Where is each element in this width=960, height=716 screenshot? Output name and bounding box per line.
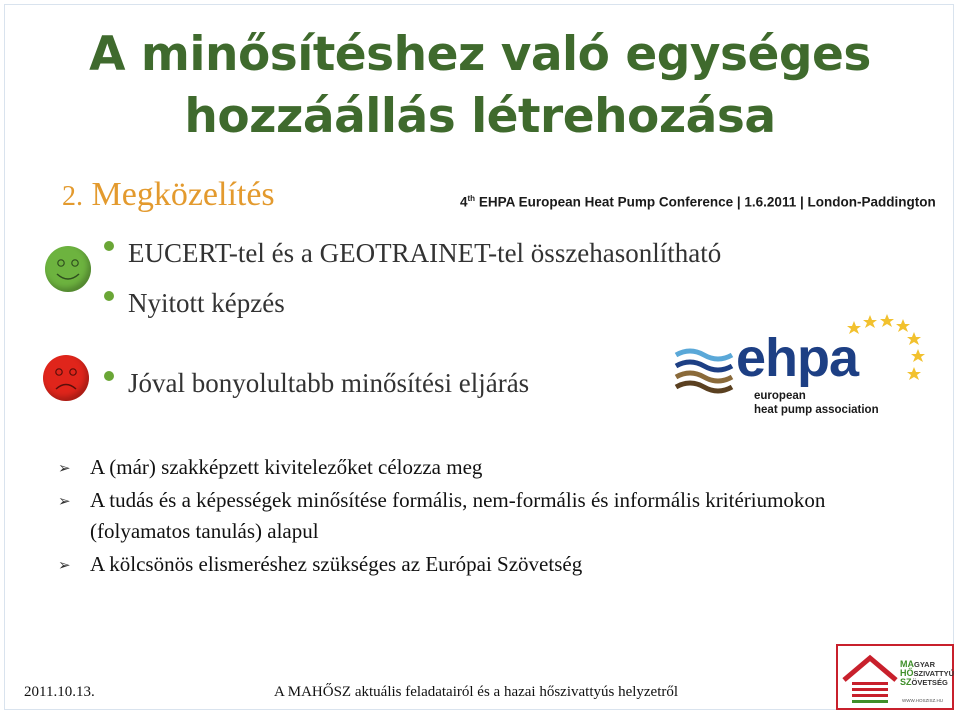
arrow-point-list [58,452,878,582]
mahosz-rest-1: GYAR [914,660,935,669]
title-line-2: hozzáállás létrehozása [184,89,776,144]
mahosz-logo [836,644,954,710]
mahosz-rest-2: SZIVATTYÚ [913,669,955,678]
arrow-point-text: A (már) szakképzett kivitelezőket célozza meg [90,455,483,479]
section-number: 2. [62,181,83,212]
title-line-1: A minősítéshez való egységes [89,27,871,82]
footer-text: A MAHŐSZ aktuális feladatairól és a hazai hőszivattyús helyzetről [274,684,679,700]
ehpa-logo-sub-line-1: european [754,390,806,402]
footer-date: 2011.10.13. [24,684,95,700]
mahosz-cap-1: MA [900,659,914,669]
slide-title [60,24,900,148]
arrow-point-text: A tudás és a képességek minősítése formális, nem-formális és informális kritériumokon (folyamatos tanulás) alapul [90,488,826,543]
negative-item: Jóval bonyolultabb minősítési eljárás [102,358,529,408]
sad-face-icon [43,355,89,401]
section-heading [62,176,275,214]
conference-ordinal-suffix: th [467,194,476,203]
ehpa-logo-word: ehpa [736,328,859,388]
positive-list [102,228,721,328]
conference-text: EHPA European Heat Pump Conference | 1.6.2011 | London-Paddington [475,194,936,210]
arrow-point [58,549,878,580]
mahosz-logo-text [900,660,954,687]
ehpa-logo-subtitle [754,389,879,417]
arrowhead-icon: ➢ [58,459,71,477]
smiley-face-icon [45,246,91,292]
negative-list [102,358,529,408]
conference-ordinal: 4 [460,194,468,210]
mahosz-cap-2: HŐ [900,668,914,678]
arrowhead-icon: ➢ [58,556,71,574]
positive-item: EUCERT-tel és a GEOTRAINET-tel összehasonlítható [102,228,721,278]
arrow-point [58,485,878,547]
section-label: Megközelítés [91,176,275,213]
mahosz-cap-3: SZ [900,677,912,687]
mahosz-rest-3: ÖVETSÉG [911,678,948,687]
house-roof-icon [842,650,898,706]
arrow-point [58,452,878,483]
mahosz-url: WWW.HOSZISZ.HU [902,698,943,703]
arrow-point-text: A kölcsönös elismeréshez szükséges az Európai Szövetség [90,552,583,576]
ehpa-logo [670,305,930,425]
arrowhead-icon: ➢ [58,492,71,510]
positive-item: Nyitott képzés [102,278,721,328]
conference-banner [460,194,936,210]
ehpa-logo-sub-line-2: heat pump association [754,404,879,416]
